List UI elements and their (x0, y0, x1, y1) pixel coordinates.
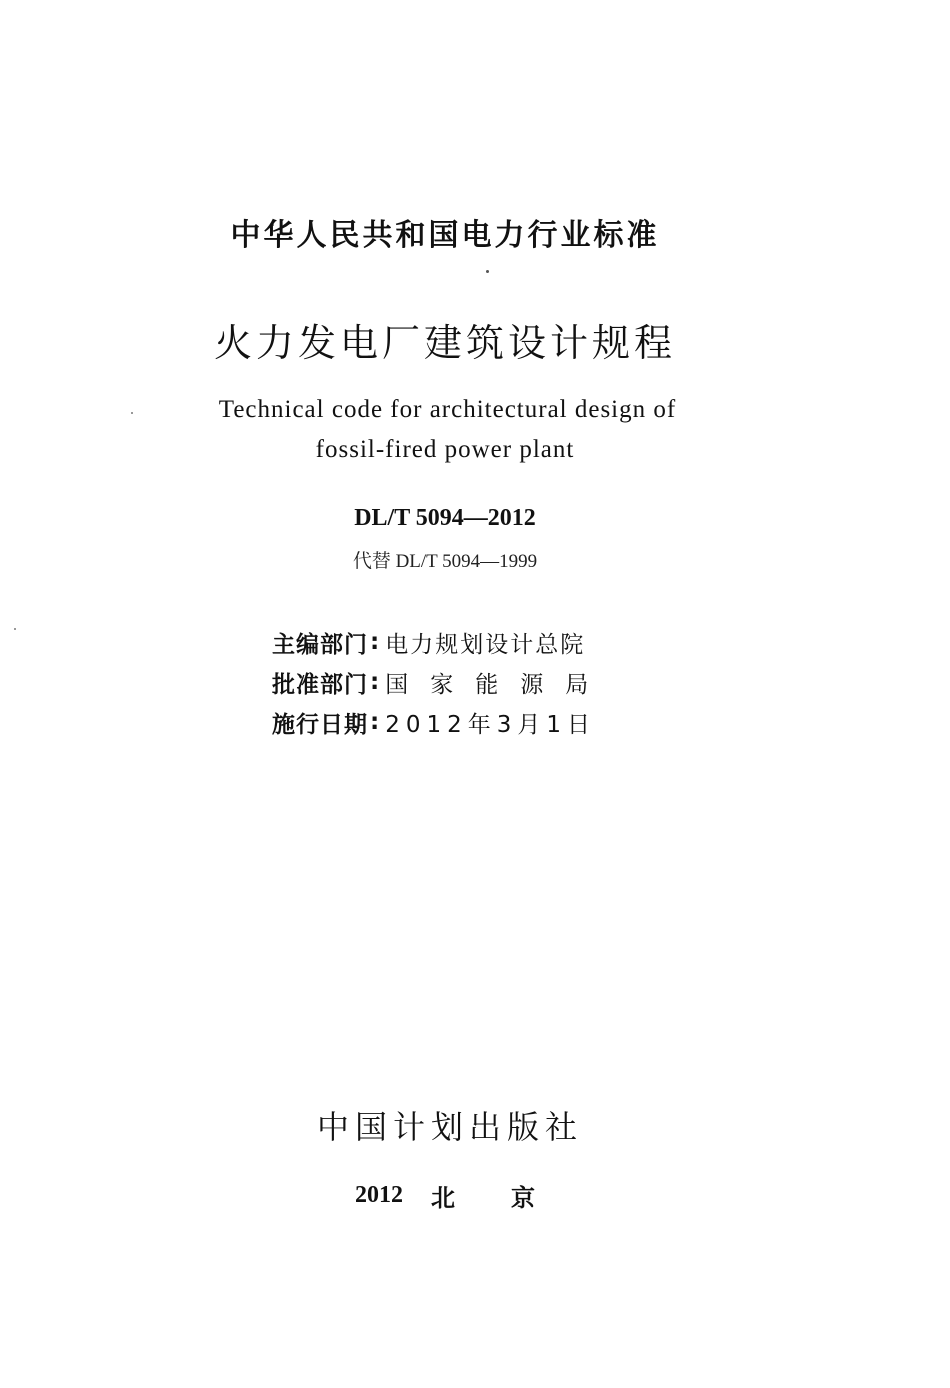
standard-code: DL/T 5094—2012 (354, 505, 536, 531)
standard-category-heading: 中华人民共和国电力行业标准 (230, 218, 660, 253)
info-row-editor (272, 622, 610, 662)
document-title-chinese: 火力发电厂建筑设计规程 (213, 321, 676, 365)
info-label: 施行日期 (272, 711, 368, 738)
info-value: 电力规划设计总院 (385, 631, 586, 658)
info-row-approver (272, 662, 610, 702)
info-label: 批准部门 (272, 671, 368, 698)
document-title-english-line2: fossil-fired power plant (315, 436, 575, 463)
info-label: 主编部门 (272, 631, 368, 658)
info-value: 国家能源局 (385, 671, 611, 698)
publication-city: 北京 (431, 1184, 591, 1212)
publication-year: 2012 (355, 1182, 403, 1208)
document-title-english-line1: Technical code for architectural design of (218, 396, 677, 423)
info-separator: : (370, 629, 380, 655)
info-value: 2012年3月1日 (385, 711, 597, 738)
info-separator: : (370, 709, 380, 735)
issuing-info (272, 622, 610, 742)
scan-speck (131, 412, 133, 414)
info-separator: : (370, 669, 380, 695)
publisher-name: 中国计划出版社 (316, 1108, 583, 1146)
publication-place-year (355, 1178, 591, 1213)
scan-speck (14, 628, 16, 630)
scan-dot (486, 270, 489, 273)
info-row-effective-date (272, 702, 610, 742)
replaced-standard-code: 代替 DL/T 5094—1999 (352, 551, 538, 572)
